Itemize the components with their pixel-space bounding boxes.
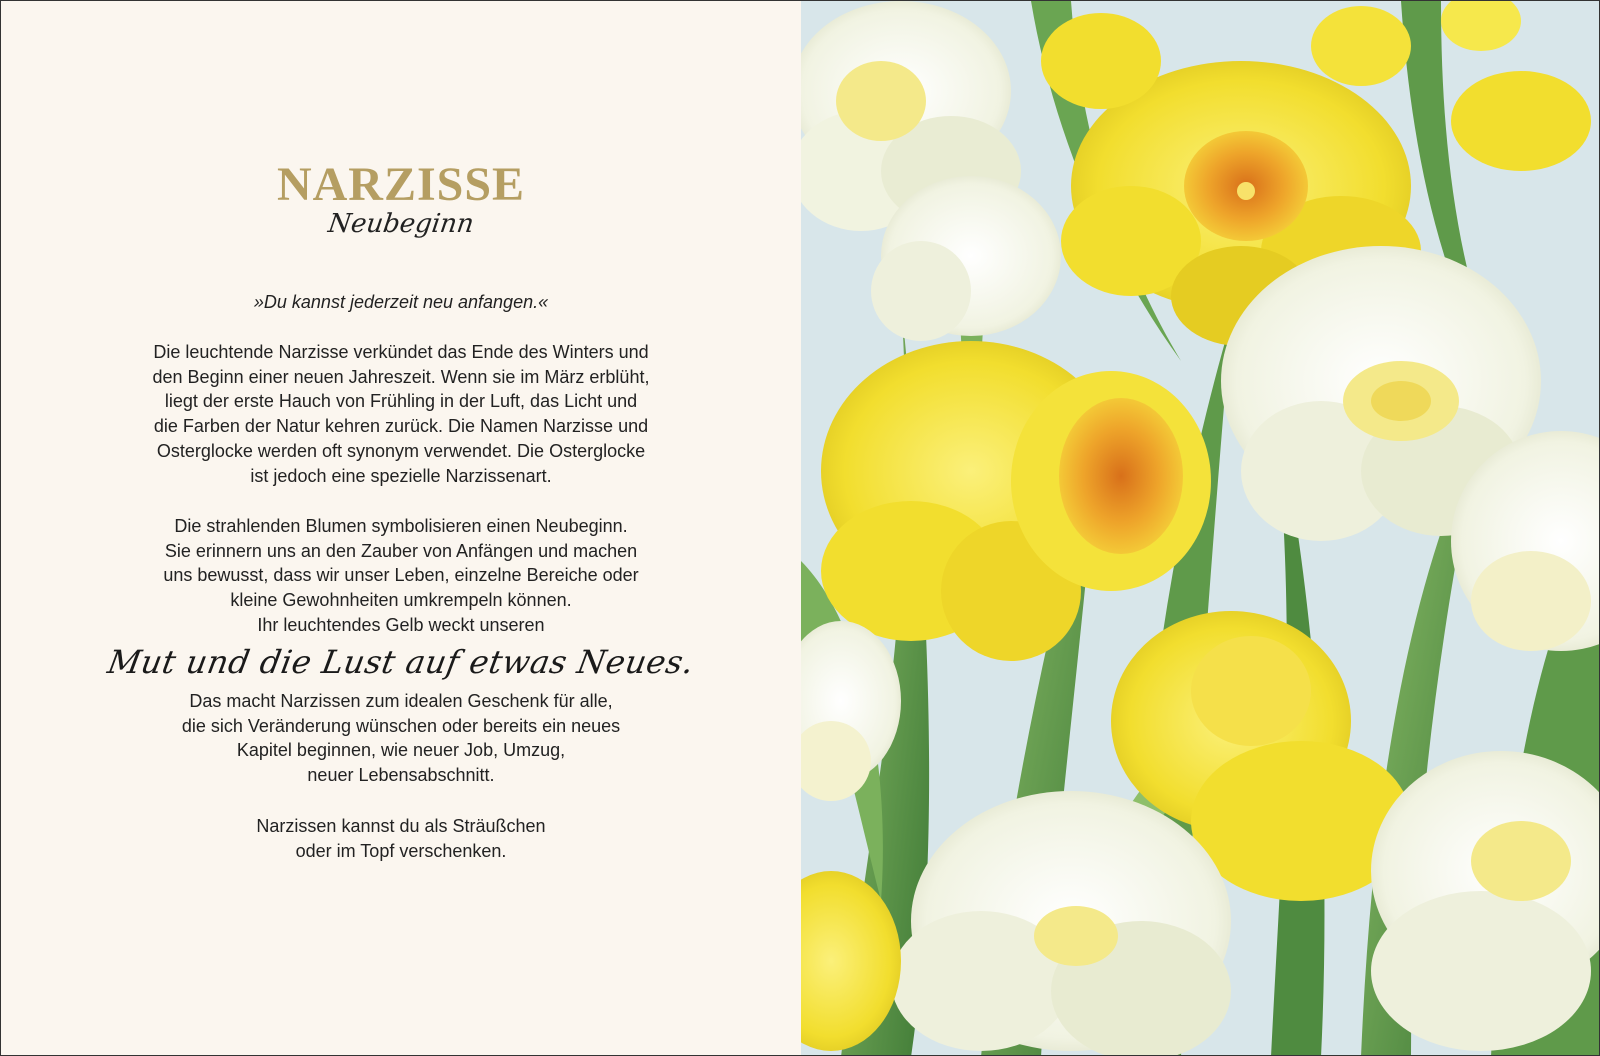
- text-line: Das macht Narzissen zum idealen Geschenk für alle,: [189, 691, 613, 711]
- text-line: ist jedoch eine spezielle Narzissenart.: [250, 465, 552, 486]
- text-line: die Farben der Natur kehren zurück. Die Namen Narzisse und: [153, 416, 649, 437]
- paragraph-3: [101, 689, 701, 788]
- text-line: Die leuchtende Narzisse verkündet das Ende des Winters und: [153, 342, 649, 362]
- text-line: den Beginn einer neuen Jahreszeit. Wenn sie im März erblüht,: [152, 366, 650, 387]
- page-subtitle: Neubeginn: [326, 209, 476, 239]
- text-line: Narzissen kannst du als Sträußchen: [256, 816, 546, 836]
- text-line: Die strahlenden Blumen symbolisieren einen Neubeginn.: [174, 516, 628, 536]
- text-line: kleine Gewohnheiten umkrempeln können.: [230, 590, 572, 611]
- quote: »Du kannst jederzeit neu anfangen.«: [253, 292, 549, 312]
- text-line: die sich Veränderung wünschen oder bereits ein neues: [181, 715, 621, 736]
- white-daffodil: [1371, 751, 1600, 1051]
- paragraph-4: [101, 814, 701, 863]
- text-line: Osterglocke werden oft synonym verwendet. Die Osterglocke: [156, 440, 646, 461]
- text-line: liegt der erste Hauch von Frühling in der Luft, das Licht und: [164, 391, 638, 412]
- paragraph-1: [101, 340, 701, 488]
- page-title: NARZISSE: [276, 158, 526, 211]
- text-page: [1, 1, 801, 1056]
- text-line: uns bewusst, dass wir unser Leben, einzelne Bereiche oder: [163, 565, 639, 586]
- daffodil-illustration: [801, 1, 1600, 1056]
- highlight-script: Mut und die Lust auf etwas Neues.: [104, 643, 698, 681]
- text-line: Ihr leuchtendes Gelb weckt unseren: [257, 614, 545, 635]
- paragraph-2: [101, 514, 701, 638]
- text-line: neuer Lebensabschnitt.: [307, 765, 495, 786]
- text-line: Kapitel beginnen, wie neuer Job, Umzug,: [236, 740, 566, 761]
- text-line: oder im Topf verschenken.: [295, 840, 507, 861]
- daffodil-artwork: [801, 1, 1600, 1056]
- text-line: Sie erinnern uns an den Zauber von Anfängen und machen: [164, 540, 638, 561]
